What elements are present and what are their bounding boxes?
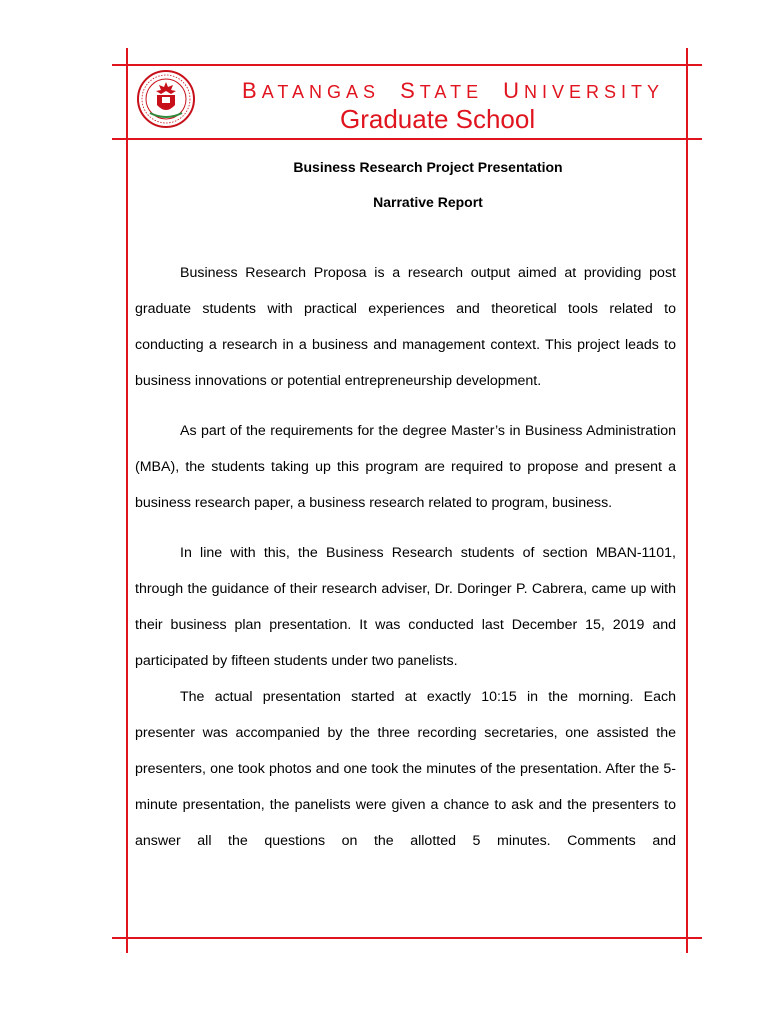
document-subtitle: Narrative Report: [373, 194, 483, 210]
paragraph: The actual presentation started at exactly 10:15 in the morning. Each presenter was accompanied by the three recording secretaries, one assisted the presenters, one took photos and one took the minutes of the presentation. After the 5-minute presentation, the panelists were given a chance to ask and the presenters to answer all the questions on the allotted 5 minutes. Comments and: [135, 689, 676, 849]
document-title: Business Research Project Presentation: [293, 159, 563, 175]
paragraph: Business Research Proposa is a research output aimed at providing post graduate students with practical experiences and theoretical tools related to conducting a research in a business and management context. This project leads to business innovations or potential entrepreneurship development.: [135, 265, 676, 389]
school-name: Graduate School: [340, 104, 536, 134]
header-divider: [112, 138, 702, 140]
border-left: [126, 48, 128, 953]
university-seal-icon: [136, 69, 196, 129]
document-body: [135, 255, 676, 859]
paragraph: As part of the requirements for the degree Master’s in Business Administration (MBA), the students taking up this program are required to propose and present a business research paper, a business research related to program, business.: [135, 423, 676, 511]
border-right: [686, 48, 688, 953]
border-top: [112, 64, 702, 66]
paragraph: In line with this, the Business Research students of section MBAN-1101, through the guidance of their research adviser, Dr. Doringer P. Cabrera, came up with their business plan presentation. It was conducted last December 15, 2019 and participated by fifteen students under two panelists.: [135, 545, 676, 669]
border-bottom: [112, 937, 702, 939]
university-name: BATANGAS STATE UNIVERSITY: [242, 78, 665, 103]
